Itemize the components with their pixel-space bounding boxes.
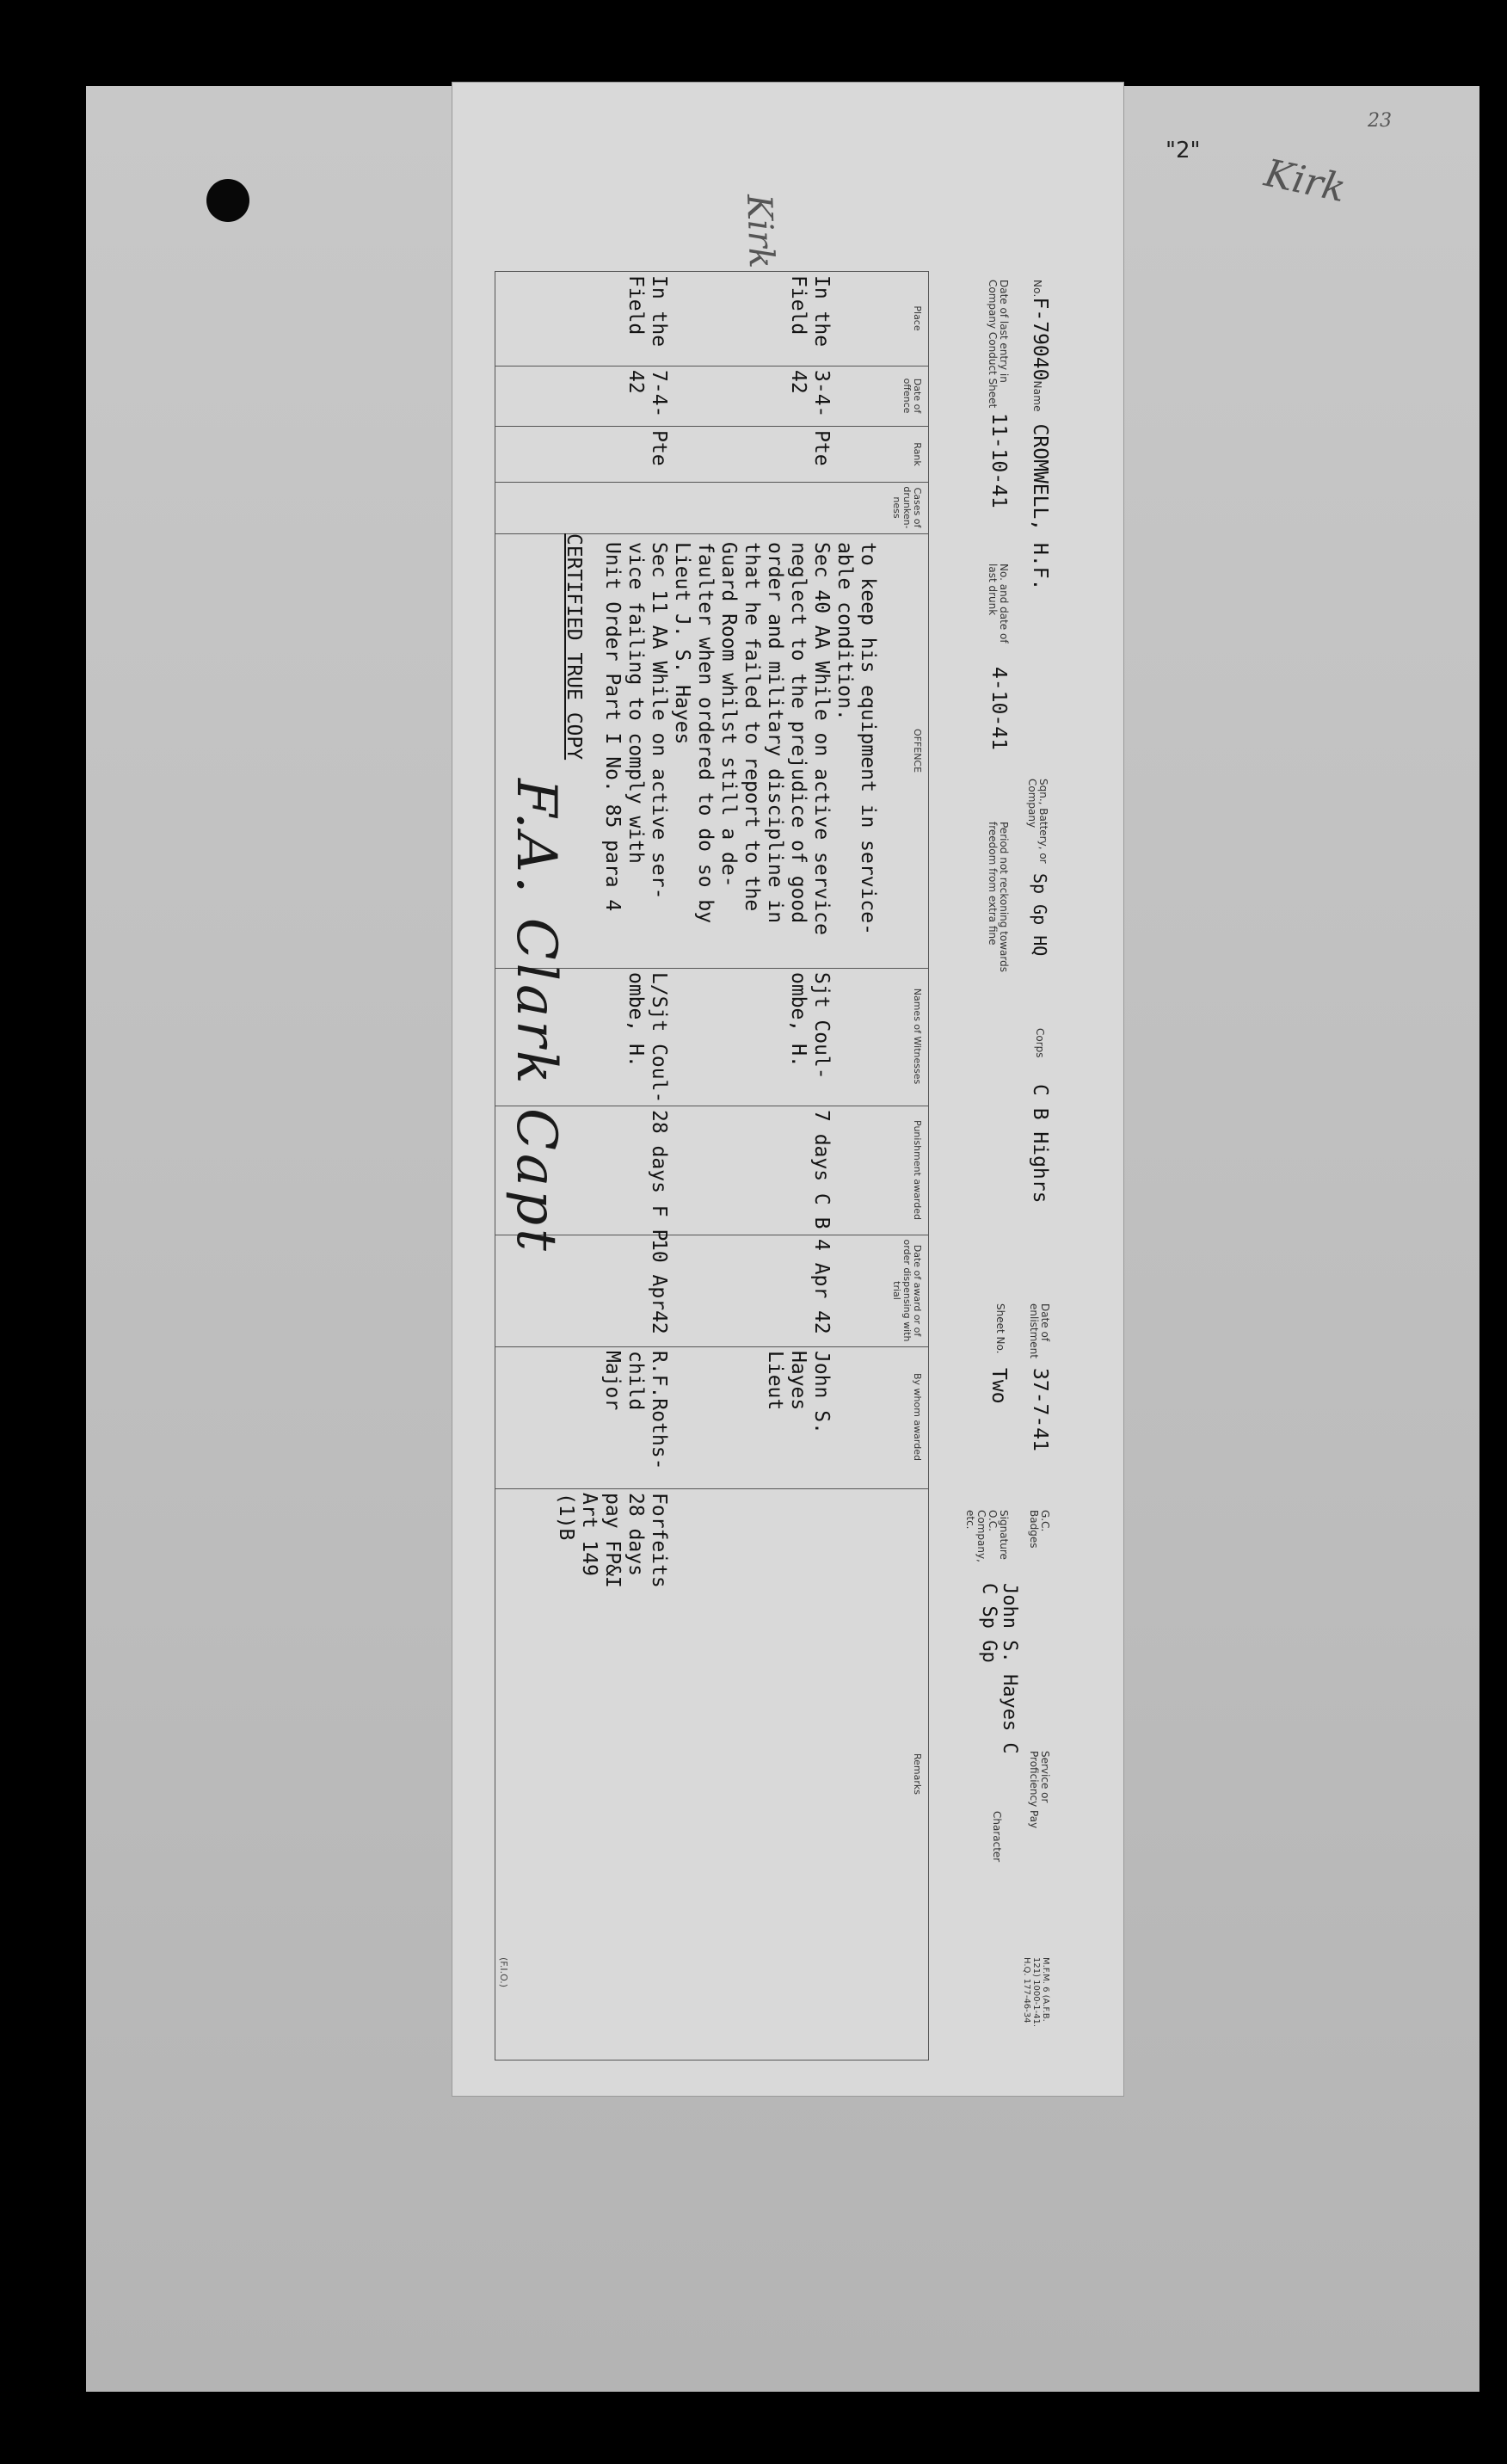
col-head-rank: Rank <box>912 442 923 466</box>
corps-value: C B Highrs <box>1029 1084 1051 1204</box>
character-label: Character <box>991 1811 1003 1863</box>
corps-label: Corps <box>1034 1028 1046 1058</box>
date-enlist-value: 37-7-41 <box>1029 1368 1051 1451</box>
col-head-award-date: Date of award or of order dispensing with trial <box>891 1239 923 1342</box>
no-label: No. <box>1031 280 1043 298</box>
service-label: Service or Proficiency Pay <box>1028 1751 1051 1829</box>
certifier-signature: F.A. Clark Capt <box>504 779 568 1254</box>
col-head-place: Place <box>912 305 923 331</box>
col-head-drunk: Cases of drunken-ness <box>891 486 923 529</box>
period-label: Period not reckoning towards freedom from extra fine <box>987 822 1010 972</box>
awarded-by-text: R.F.Roths- child Major <box>601 1351 670 1470</box>
sheet-label: Sheet No. <box>994 1303 1006 1354</box>
conduct-sheet-form <box>486 271 1054 2078</box>
place-text: In the Field <box>624 275 670 348</box>
col-head-witnesses: Names of Witnesses <box>912 988 923 1085</box>
regimental-number: F-79040 <box>1029 297 1051 381</box>
form-number: (F.I.O.) <box>498 1957 509 1988</box>
form-ref: M.F.M. 6 (A.F.B. 121) 1000-1-41. H.Q. 177-46-34 <box>1022 1957 1050 2028</box>
col-rule <box>495 1488 929 1489</box>
last-drunk-value: 4-10-41 <box>987 667 1010 750</box>
col-head-punishment: Punishment awarded <box>912 1120 923 1220</box>
punishment-text: 7 days C B <box>810 1110 833 1229</box>
punishment-text: 28 days F P <box>648 1110 670 1241</box>
col-head-remarks: Remarks <box>912 1753 923 1795</box>
col-rule <box>495 426 929 427</box>
table-top-rule <box>928 271 929 2061</box>
signature-label: Signature O.C. Company, etc. <box>964 1510 1010 1562</box>
col-rule <box>495 2060 929 2061</box>
rank-text: Pte <box>648 430 670 466</box>
witness-text: L/Sjt Coul- ombe, H. <box>624 972 670 1104</box>
col-rule <box>495 1346 929 1347</box>
rank-text: Pte <box>810 430 833 466</box>
last-drunk-label: No. and date of last drunk <box>987 564 1010 644</box>
col-head-offence: OFFENCE <box>912 728 923 773</box>
award-date-text: 4 Apr 42 <box>810 1239 833 1334</box>
awarded-by-text: John S. Hayes Lieut <box>764 1351 833 1434</box>
col-rule <box>495 366 929 367</box>
gc-label: G.C. Badges <box>1028 1510 1051 1549</box>
punch-hole <box>206 179 249 222</box>
corner-number: 23 <box>1368 110 1392 132</box>
col-rule <box>495 482 929 483</box>
witness-text: Sjt Coul- ombe, H. <box>787 972 833 1080</box>
col-rule <box>495 533 929 534</box>
name-label: Name <box>1031 380 1043 412</box>
col-rule <box>495 271 929 272</box>
conduct-table <box>495 271 929 2061</box>
date-enlist-label: Date of enlistment <box>1028 1303 1051 1358</box>
last-entry-label: Date of last entry in Company Conduct Sheet <box>987 280 1010 409</box>
pencil-initials-card: Kirk <box>739 194 782 269</box>
signature-value: John S. Hayes C C Sp Gp <box>978 1583 1020 1754</box>
remarks-text: Forfeits 28 days pay FP&I Art 149 (1)B <box>555 1493 670 1588</box>
sheet-tag: "2" <box>1166 138 1201 163</box>
col-head-awarded-by: By whom awarded <box>912 1372 923 1461</box>
date-text: 3-4- 42 <box>787 370 833 418</box>
offence-text: Sec 11 AA While on active ser- vice failing to comply with Unit Order Part I No. 85 para 4 <box>601 542 670 912</box>
award-date-text: 10 Apr42 <box>648 1239 670 1334</box>
offence-text: to keep his equipment in service- able condition. <box>833 542 879 935</box>
sqn-label: Sqn., Battery, or Company <box>1026 779 1049 864</box>
sheet-value: Two <box>987 1368 1010 1404</box>
place-text: In the Field <box>787 275 833 348</box>
last-entry-value: 11-10-41 <box>987 413 1010 508</box>
col-head-date: Date of offence <box>901 378 923 414</box>
certified-true-copy: CERTIFIED TRUE COPY <box>563 533 585 761</box>
pencil-initials: Kirk <box>1260 151 1350 212</box>
offence-text: Sec 40 AA While on active service neglect to the prejudice of good order and military discipline in that he failed to report to the Guard Room whilst still a de- faulter when ordered to do so by Lieut J. S. Hayes <box>671 542 833 935</box>
date-text: 7-4- 42 <box>624 370 670 418</box>
soldier-name: CROMWELL, H.F. <box>1029 423 1051 591</box>
sqn-value: Sp Gp HQ <box>1030 873 1050 957</box>
